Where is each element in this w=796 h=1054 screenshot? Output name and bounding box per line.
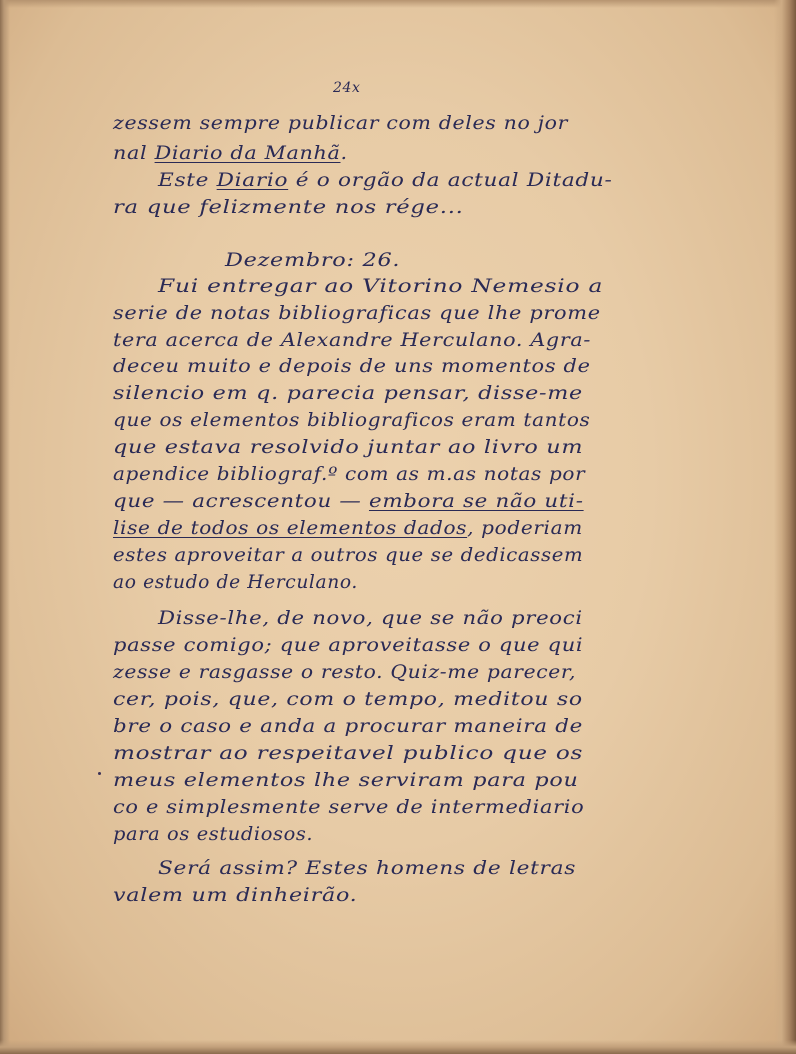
manuscript-line — [113, 410, 590, 432]
line-text: zessem sempre publicar com deles no jor — [113, 113, 569, 134]
line-text: mostrar ao respeitavel publico que os — [113, 743, 584, 764]
line-text: nal — [113, 143, 155, 164]
line-text: ao estudo de Herculano. — [113, 572, 358, 593]
line-text: serie de notas bibliograficas que lhe prome — [113, 303, 601, 324]
line-text: passe comigo; que aproveitasse o que qui — [113, 635, 584, 656]
manuscript-line — [113, 743, 583, 765]
manuscript-line — [158, 858, 576, 880]
line-text: cer, pois, que, com o tempo, meditou so — [113, 689, 583, 710]
manuscript-line — [113, 143, 348, 165]
manuscript-line — [113, 662, 576, 684]
paper-right-edge — [774, 0, 796, 1054]
underlined-text: Diario da Manhã — [154, 143, 341, 164]
manuscript-line — [113, 303, 601, 325]
line-text: silencio em q. parecia pensar, disse-me — [113, 383, 583, 404]
manuscript-line — [113, 770, 579, 792]
manuscript-line — [113, 383, 583, 405]
line-text: valem um dinheirão. — [113, 885, 358, 906]
line-text: bre o caso e anda a procurar maneira de — [113, 716, 584, 737]
line-text: apendice bibliograf.º com as m.as notas por — [113, 464, 586, 485]
line-text: deceu muito e depois de uns momentos de — [113, 356, 591, 377]
page-number: 24x — [333, 80, 361, 96]
line-text: ra que felizmente nos rége... — [113, 197, 464, 218]
line-text: que — acrescentou — — [113, 491, 369, 512]
line-text: Fui entregar ao Vitorino Nemesio a — [158, 276, 604, 297]
manuscript-line — [113, 572, 358, 594]
line-text: zesse e rasgasse o resto. Quiz-me parecer, — [113, 662, 577, 683]
paper-top-edge — [0, 0, 796, 8]
line-text: Dezembro: 26. — [225, 250, 401, 271]
manuscript-line — [113, 716, 583, 738]
line-text: para os estudiosos. — [113, 824, 314, 845]
manuscript-line — [113, 885, 357, 907]
manuscript-line — [113, 491, 584, 513]
manuscript-line — [113, 356, 591, 378]
line-text: Será assim? Estes homens de letras — [158, 858, 577, 879]
manuscript-line — [113, 545, 583, 567]
manuscript-line — [113, 197, 464, 219]
ink-speck — [98, 772, 101, 775]
paper-left-edge — [0, 0, 10, 1054]
line-text: . — [340, 143, 348, 164]
manuscript-line — [113, 437, 583, 459]
manuscript-line — [113, 518, 583, 540]
manuscript-line — [158, 608, 583, 630]
underlined-text: Diario — [216, 170, 289, 191]
manuscript-line — [113, 689, 583, 711]
line-text: que estava resolvido juntar ao livro um — [113, 437, 584, 458]
manuscript-line — [113, 464, 585, 486]
line-text: Este — [158, 170, 217, 191]
manuscript-line — [113, 635, 583, 657]
manuscript-line — [113, 797, 584, 819]
underlined-text: lise de todos os elementos dados — [113, 518, 468, 539]
manuscript-line — [158, 276, 603, 298]
line-text: co e simplesmente serve de intermediario — [113, 797, 585, 818]
line-text: Disse-lhe, de novo, que se não preoci — [158, 608, 583, 629]
line-text: , poderiam — [467, 518, 583, 539]
line-text: estes aproveitar a outros que se dedicassem — [113, 545, 584, 566]
line-text: tera acerca de Alexandre Herculano. Agra- — [113, 330, 592, 351]
manuscript-line — [113, 330, 591, 352]
underlined-text: embora se não uti- — [368, 491, 584, 512]
line-text: é o orgão da actual Ditadu- — [288, 170, 613, 191]
manuscript-line — [113, 824, 313, 846]
paper-bottom-edge — [0, 1040, 796, 1054]
line-text: que os elementos bibliograficos eram tantos — [113, 410, 591, 431]
manuscript-line — [225, 250, 400, 272]
manuscript-line — [113, 113, 568, 135]
line-text: meus elementos lhe serviram para pou — [113, 770, 579, 791]
manuscript-line — [158, 170, 613, 192]
